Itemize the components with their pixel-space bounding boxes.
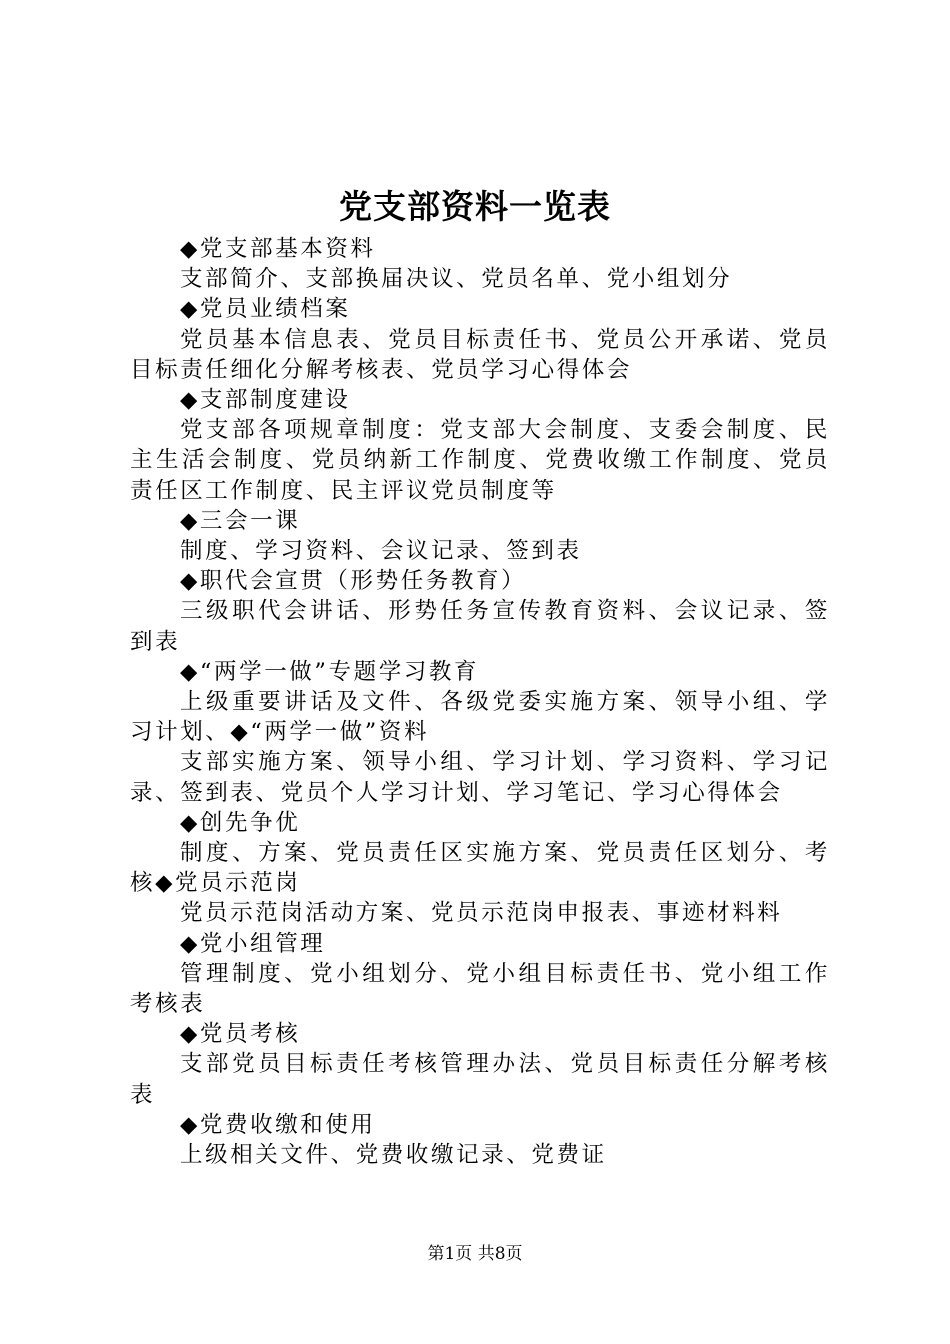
paragraph: ◆党支部基本资料 [180,236,376,262]
paragraph: ◆三会一课 [180,507,301,534]
paragraph: 党员示范岗活动方案、党员示范岗申报表、事迹材料料 [180,900,783,927]
paragraph: ◆职代会宣贯（形势任务教育） [180,568,527,595]
paragraph: ◆党员考核 [180,1021,301,1048]
paragraph: ◆党费收缴和使用 [180,1111,376,1138]
paragraph: ◆支部制度建设 [180,387,351,414]
paragraph: ◆创先争优 [180,809,301,836]
paragraph: ◆党小组管理 [180,930,326,957]
paragraph: 三级职代会讲话、形势任务宣传教育资料、会议记录、签到表 [130,598,830,655]
paragraph: 管理制度、党小组划分、党小组目标责任书、党小组工作考核表 [130,960,830,1018]
page-footer: 第1页 共8页 [427,1244,523,1264]
paragraph: 支部简介、支部换届决议、党员名单、党小组划分 [180,266,733,293]
paragraph: ◆党员业绩档案 [180,296,351,323]
paragraph: 制度、学习资料、会议记录、签到表 [180,538,582,565]
page-title: 党支部资料一览表 [339,187,611,226]
paragraph: 制度、方案、党员责任区实施方案、党员责任区划分、考核◆党员示范岗 [130,840,830,897]
paragraph: 上级重要讲话及文件、各级党委实施方案、领导小组、学习计划、◆“两学一做”资料 [130,689,830,746]
paragraph: 上级相关文件、党费收缴记录、党费证 [180,1142,607,1169]
paragraph: 支部实施方案、领导小组、学习计划、学习资料、学习记录、签到表、党员个人学习计划、学习笔记、学习心得体会 [130,749,830,806]
paragraph: 党员基本信息表、党员目标责任书、党员公开承诺、党员目标责任细化分解考核表、党员学习心得体会 [130,326,830,383]
paragraph: ◆“两学一做”专题学习教育 [180,658,480,685]
paragraph: 党支部各项规章制度：党支部大会制度、支委会制度、民主生活会制度、党员纳新工作制度、党费收缴工作制度、党员责任区工作制度、民主评议党员制度等 [130,417,830,504]
document-body [130,234,830,1170]
paragraph: 支部党员目标责任考核管理办法、党员目标责任分解考核表 [130,1051,830,1108]
